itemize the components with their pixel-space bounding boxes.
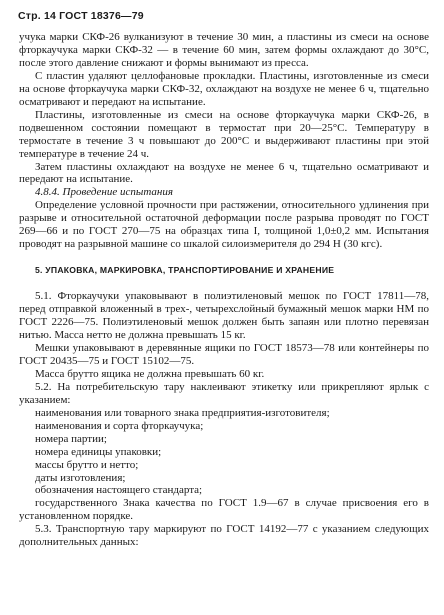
list-item: номера единицы упаковки; xyxy=(35,445,162,458)
paragraph: Определение условной прочности при растяжении, относительного удлинения при разрыве и относительной остаточной деформации после разрыва проводят по ГОСТ 269—66 и по ГОСТ 270—75 на образцах типа I, толщиной 1,0±0,2 мм. Испытания проводят на разрывной машине со шкалой силоизмерителя до 294 Н (30 кгс). xyxy=(19,199,429,251)
paragraph: 5.3. Транспортную тару маркируют по ГОСТ 14192—77 с указанием следующих дополнительных данных: xyxy=(19,523,429,549)
paragraph: 5.1. Фторкаучуки упаковывают в полиэтиленовый мешок по ГОСТ 17811—78, перед отправкой вложенный в трех-, четырехслойный бумажный мешок марки НМ по ГОСТ 2226—75. Полиэтиленовый мешок должен быть запаян или плотно перевязан нитью. Масса нетто не должна превышать 15 кг. xyxy=(19,290,429,342)
paragraph-continuation: учука марки СКФ-26 вулканизуют в течение 30 мин, а пластины из смеси на основе фторкаучука марки СКФ-32 — в течение 60 мин, затем формы охлаждают до 30°С, после этого давление снижают и формы вынимают из пресса. xyxy=(19,31,429,69)
subsection-heading xyxy=(19,186,429,199)
document-body xyxy=(19,31,429,549)
list-item: номера партии; xyxy=(35,432,107,445)
paragraph: 5.2. На потребительскую тару наклеивают этикетку или прикрепляют ярлык с указанием: xyxy=(19,380,429,406)
page-header: Стр. 14 ГОСТ 18376—79 xyxy=(18,10,144,22)
paragraph: Масса брутто ящика не должна превышать 60 кг. xyxy=(35,367,265,380)
list-item: массы брутто и нетто; xyxy=(35,458,139,471)
subsection-heading-text: 4.8.4. Проведение испытания xyxy=(35,186,173,199)
paragraph: Пластины, изготовленные из смеси на основе фторкаучука марки СКФ-26, в подвешенном состоянии помещают в термостат при 20—25°С. Температуру в термостате в течение 3 ч повышают до 200°С и выдерживают пластины при этой температуре в течение 24 ч. xyxy=(19,108,429,160)
section-heading: 5. УПАКОВКА, МАРКИРОВКА, ТРАНСПОРТИРОВАНИЕ И ХРАНЕНИЕ xyxy=(35,265,335,276)
paragraph: Затем пластины охлаждают на воздухе не менее 6 ч, тщательно осматривают и передают на испытание. xyxy=(19,160,429,186)
list-item: государственного Знака качества по ГОСТ 1.9—67 в случае присвоения его в установленном порядке. xyxy=(19,497,429,523)
paragraph: Мешки упаковывают в деревянные ящики по ГОСТ 18573—78 или контейнеры по ГОСТ 20435—75 и ГОСТ 15102—75. xyxy=(19,341,429,367)
list-item: наименования или товарного знака предприятия-изготовителя; xyxy=(35,406,330,419)
list-item: наименования и сорта фторкаучука; xyxy=(35,419,204,432)
list-item: даты изготовления; xyxy=(35,471,126,484)
paragraph: С пластин удаляют целлофановые прокладки. Пластины, изготовленные из смеси на основе фторкаучука марки СКФ-32, охлаждают на воздухе не менее 6 ч, тщательно осматривают и передают на испытание. xyxy=(19,69,429,108)
list-item: обозначения настоящего стандарта; xyxy=(35,484,203,497)
